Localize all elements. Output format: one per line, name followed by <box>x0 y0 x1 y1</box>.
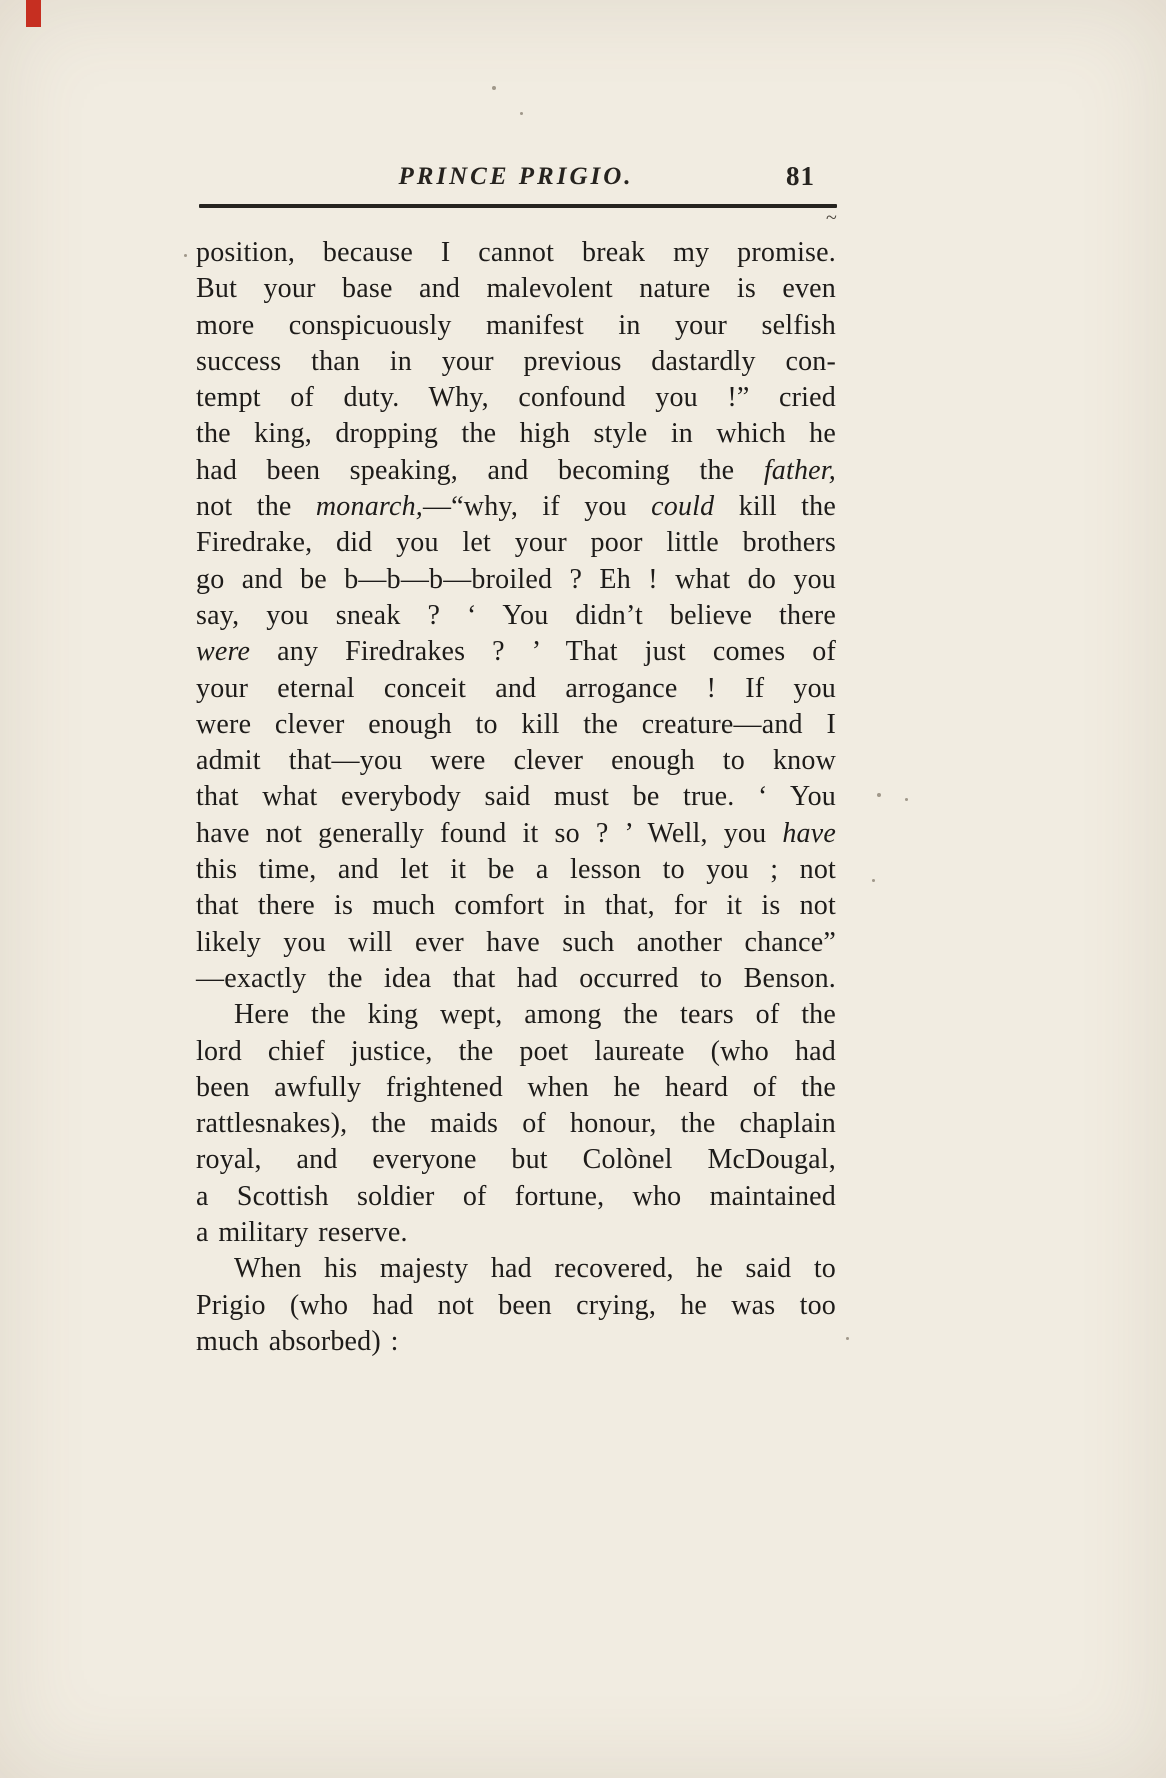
text-line <box>196 997 836 1033</box>
text-line <box>196 852 836 888</box>
text-line <box>196 1251 836 1287</box>
text-line <box>196 1070 836 1106</box>
text-run: lord chief justice, the poet laureate (who had <box>196 1035 836 1067</box>
page-header <box>196 163 836 199</box>
text-run: likely you will ever have such another chance” <box>196 926 836 958</box>
text-run: a Scottish soldier of fortune, who maintained <box>196 1180 836 1212</box>
text-line <box>196 671 836 707</box>
scan-speck <box>905 798 908 801</box>
scan-speck <box>846 1337 849 1340</box>
text-line <box>196 562 836 598</box>
text-line <box>196 888 836 924</box>
page-number: 81 <box>786 161 815 191</box>
text-run: had been speaking, and becoming the <box>196 454 764 486</box>
text-run: position, because I cannot break my promise. <box>196 237 836 268</box>
text-run: When his majesty had recovered, he said to <box>234 1253 836 1285</box>
scan-speck <box>492 86 496 90</box>
text-line <box>196 271 836 307</box>
text-run: kill the <box>714 491 836 523</box>
text-run: Firedrake, did you let your poor little brothers <box>196 527 836 559</box>
text-line <box>196 634 836 670</box>
text-run: your eternal conceit and arrogance ! If you <box>196 672 836 704</box>
text-line <box>196 1288 836 1324</box>
header-rule <box>199 204 837 208</box>
text-line <box>196 344 836 380</box>
text-line <box>196 525 836 561</box>
scan-speck <box>877 793 881 797</box>
scan-speck <box>520 112 523 115</box>
text-run: were clever enough to kill the creature—and I <box>196 708 836 740</box>
text-run: have not generally found it so ? ’ Well, you <box>196 817 783 849</box>
text-line <box>196 598 836 634</box>
text-line <box>196 707 836 743</box>
italic-text-run: could <box>651 491 715 523</box>
text-run: royal, and everyone but Colònel McDougal, <box>196 1144 836 1176</box>
text-line <box>196 489 836 525</box>
text-run: success than in your previous dastardly con- <box>196 345 836 377</box>
text-run: much absorbed) : <box>196 1325 399 1357</box>
text-run: go and be b—b—b—broiled ? Eh ! what do you <box>196 563 836 595</box>
text-line <box>196 453 836 489</box>
text-run: that what everybody said must be true. ‘ You <box>196 781 836 813</box>
text-line <box>196 925 836 961</box>
italic-text-run: monarch, <box>315 491 423 523</box>
text-run: But your base and malevolent nature is even <box>196 273 836 305</box>
text-run: —“why, if you <box>422 491 652 523</box>
text-line <box>196 1142 836 1178</box>
text-line <box>196 416 836 452</box>
text-line <box>196 961 836 997</box>
text-run: that there is much comfort in that, for it is not <box>196 890 836 922</box>
italic-text-run: father, <box>763 454 836 486</box>
text-run: —exactly the idea that had occurred to Benson. <box>196 962 836 994</box>
text-run: rattlesnakes), the maids of honour, the chaplain <box>196 1108 836 1140</box>
text-run: say, you sneak ? ‘ You didn’t believe there <box>196 599 836 631</box>
text-run: not the <box>196 491 316 523</box>
text-line <box>196 1179 836 1215</box>
text-line <box>196 380 836 416</box>
text-line <box>196 816 836 852</box>
text-run: the king, dropping the high style in which he <box>196 418 836 450</box>
body-text <box>196 235 836 1360</box>
text-run: admit that—you were clever enough to know <box>196 745 836 777</box>
text-line <box>196 743 836 779</box>
running-title: PRINCE PRIGIO. <box>398 163 634 190</box>
text-run: a military reserve. <box>196 1217 408 1249</box>
text-line <box>196 1215 836 1251</box>
text-line <box>196 1324 836 1360</box>
text-run: more conspicuously manifest in your selfish <box>196 309 836 341</box>
red-edge-mark <box>26 0 41 27</box>
scan-tilde-mark: ~ <box>826 207 837 229</box>
scan-speck <box>872 879 875 882</box>
text-run: this time, and let it be a lesson to you ; not <box>196 854 836 886</box>
text-run: been awfully frightened when he heard of the <box>196 1071 836 1103</box>
text-line <box>196 779 836 815</box>
text-run: Here the king wept, among the tears of the <box>234 999 836 1031</box>
text-run: any Firedrakes ? ’ That just comes of <box>250 636 836 668</box>
italic-text-run: have <box>782 817 836 849</box>
text-run: Prigio (who had not been crying, he was too <box>196 1289 836 1321</box>
text-line <box>196 1034 836 1070</box>
italic-text-run: were <box>196 636 251 668</box>
text-line <box>196 235 836 271</box>
text-line <box>196 1106 836 1142</box>
scan-speck <box>184 254 187 257</box>
text-run: tempt of duty. Why, confound you !” cried <box>196 382 836 414</box>
text-line <box>196 308 836 344</box>
